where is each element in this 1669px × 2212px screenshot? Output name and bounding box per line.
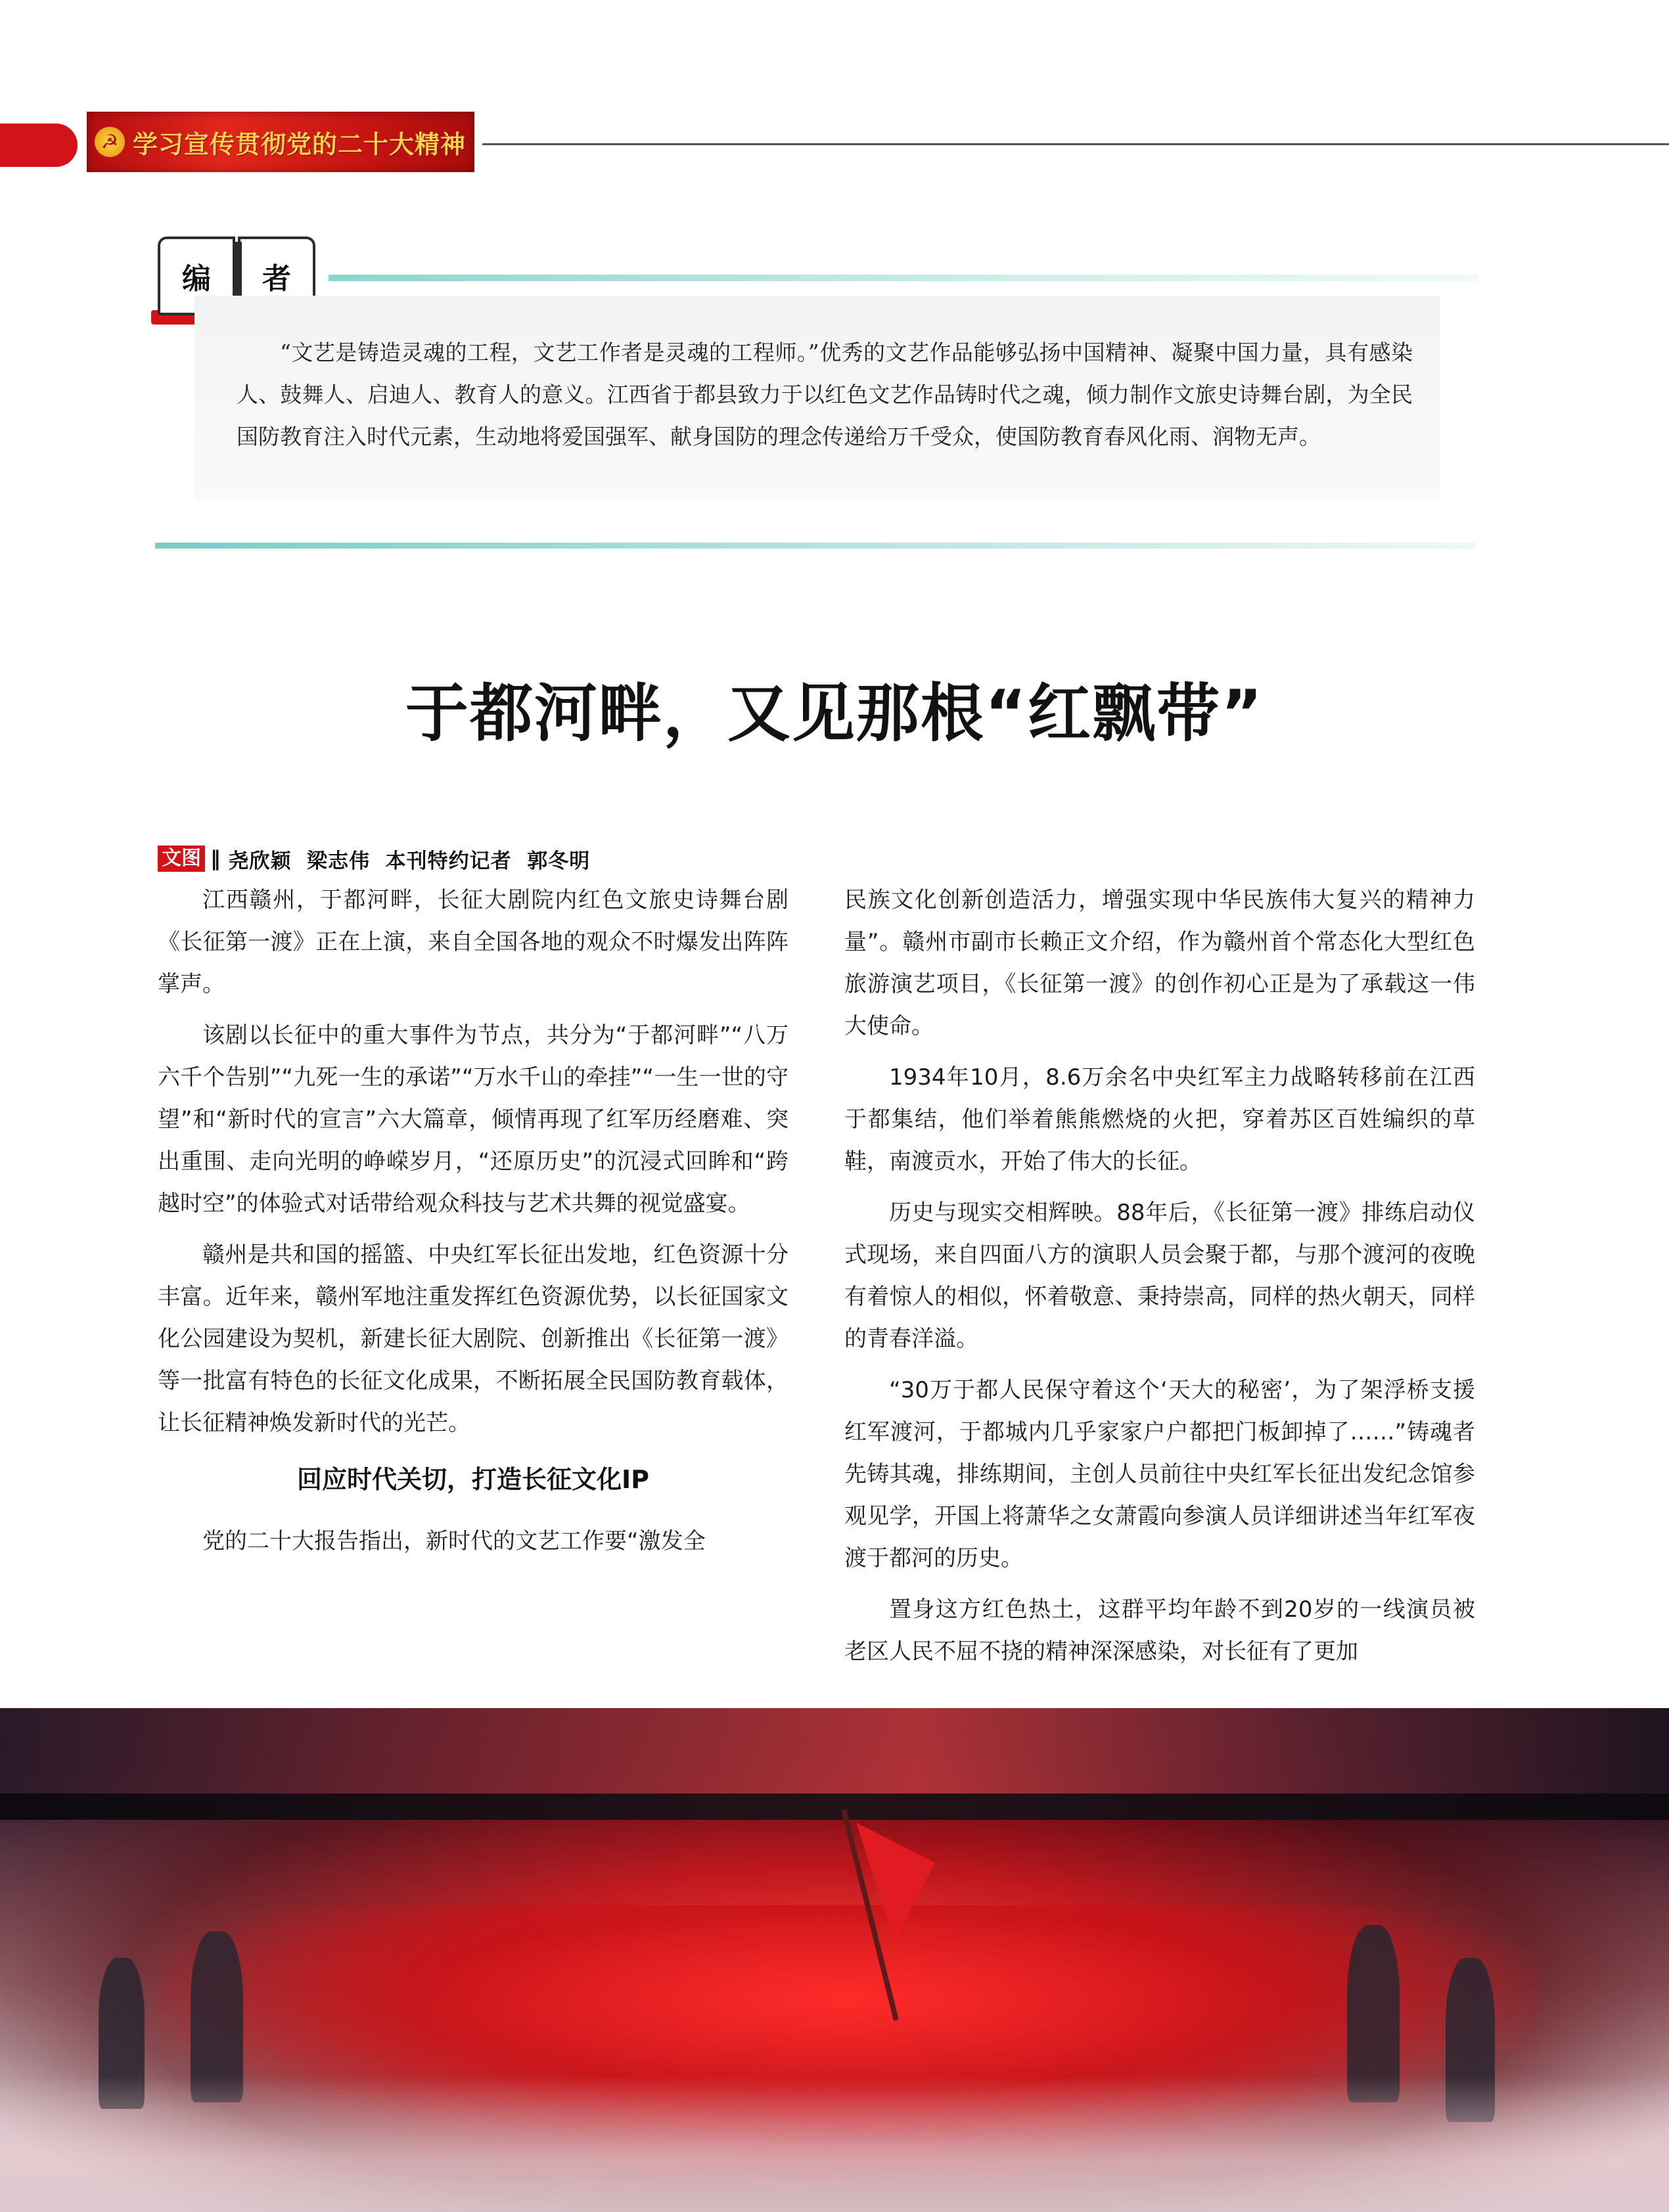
body-paragraph: 该剧以长征中的重大事件为节点，共分为“于都河畔”“八万六千个告别”“九死一生的承诺”“万水千山的牵挂”“一生一世的守望”和“新时代的宣言”六大篇章，倾情再现了红军历经磨难、突出重围、走向光明的峥嵘岁月，“还原历史”的沉浸式回眸和“跨越时空”的体验式对话带给观众科技与艺术共舞的视觉盛宴。: [158, 1022, 789, 1217]
byline-tag: 文图: [158, 846, 205, 872]
photo-dark-band: [0, 1794, 1669, 1820]
editor-bottom-rule: [155, 543, 1476, 549]
editor-badge-left: 编: [158, 237, 235, 315]
body-paragraph: 1934年10月，8.6万余名中央红军主力战略转移前在江西于都集结，他们举着熊熊燃烧的火把，穿着苏区百姓编织的草鞋，南渡贡水，开始了伟大的长征。: [844, 1064, 1475, 1175]
article-title: 于都河畔，又见那根“红飘带”: [405, 677, 1264, 750]
section-subheading: 回应时代关切，打造长征文化IP: [297, 1465, 649, 1494]
body-paragraph: 党的二十大报告指出，新时代的文艺工作要“激发全: [202, 1528, 706, 1554]
body-paragraph: 置身这方红色热土，这群平均年龄不到20岁的一线演员被老区人民不屈不挠的精神深深感染，对长征有了更加: [844, 1596, 1475, 1665]
header-rule: [482, 143, 1669, 145]
left-column: [158, 879, 789, 1571]
body-paragraph: 历史与现实交相辉映。88年后，《长征第一渡》排练启动仪式现场，来自四面八方的演职人员会聚于都，与那个渡河的夜晚有着惊人的相似，怀着敬意、秉持崇高，同样的热火朝天，同样的青春洋溢。: [844, 1200, 1475, 1352]
body-paragraph: 江西赣州，于都河畔，长征大剧院内红色文旅史诗舞台剧《长征第一渡》正在上演，来自全国各地的观众不时爆发出阵阵掌声。: [158, 887, 789, 997]
column-label: 学习宣传贯彻党的二十大精神: [133, 129, 467, 159]
photo-sky: [0, 1708, 1669, 1807]
header-red-tab: [0, 124, 78, 167]
editor-top-rule: [329, 275, 1478, 281]
editor-badge-right: 者: [238, 237, 315, 315]
editor-note-text: “文艺是铸造灵魂的工程，文艺工作者是灵魂的工程师。”优秀的文艺作品能够弘扬中国精神、凝聚中国力量，具有感染人、鼓舞人、启迪人、教育人的意义。江西省于都县致力于以红色文艺作品铸时代之魂，倾力制作文旅史诗舞台剧，为全民国防教育注入时代元素，生动地将爱国强军、献身国防的理念传递给万千受众，使国防教育春风化雨、润物无声。: [237, 340, 1413, 449]
byline-authors: 尧欣颖 梁志伟 本刊特约记者 郭冬明: [228, 849, 591, 873]
body-paragraph-continued: 民族文化创新创造活力，增强实现中华民族伟大复兴的精神力量”。赣州市副市长赖正文介绍，作为赣州首个常态化大型红色旅游演艺项目，《长征第一渡》的创作初心正是为了承载这一伟大使命。: [844, 887, 1475, 1039]
byline-separator: ‖: [210, 847, 221, 870]
byline: [158, 844, 590, 873]
right-column: [844, 879, 1475, 1682]
photo-mist: [0, 2076, 1669, 2212]
party-emblem-icon: ☭: [95, 127, 125, 157]
stage-performance-photo: [0, 1708, 1669, 2212]
column-banner: [87, 112, 474, 172]
body-paragraph: “30万于都人民保守着这个‘天大的秘密’，为了架浮桥支援红军渡河，于都城内几乎家家户户都把门板卸掉了……”铸魂者先铸其魂，排练期间，主创人员前往中央红军长征出发纪念馆参观见学，开国上将萧华之女萧霞向参演人员详细讲述当年红军夜渡于都河的历史。: [844, 1377, 1475, 1571]
body-paragraph: 赣州是共和国的摇篮、中央红军长征出发地，红色资源十分丰富。近年来，赣州军地注重发挥红色资源优势，以长征国家文化公园建设为契机，新建长征大剧院、创新推出《长征第一渡》等一批富有特色的长征文化成果，不断拓展全民国防教育载体，让长征精神焕发新时代的光芒。: [158, 1242, 789, 1436]
